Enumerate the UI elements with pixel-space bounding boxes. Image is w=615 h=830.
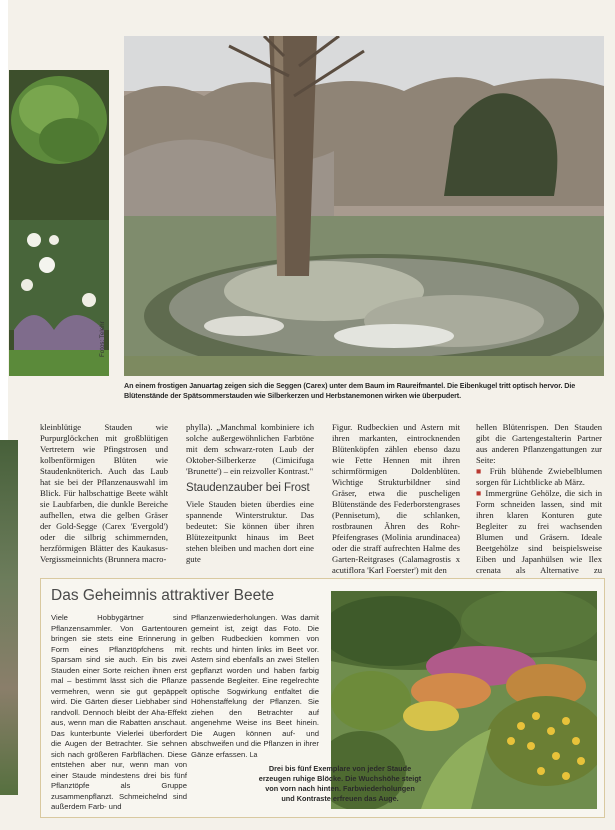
frosty-garden-photo [124,36,604,376]
photo-credit: Fotos: Telehr [99,321,106,357]
info-box-title: Das Geheimnis attraktiver Beete [51,587,275,604]
left-page-edge-top [0,0,8,440]
bullet-square-icon: ■ [476,466,485,476]
bullet-square-icon: ■ [476,488,483,498]
article-column-4-text: hellen Blütenrispen. Den Stauden gibt die Gartengestalterin Partner aus anderen Pflanzengattungen zur Seite: [476,422,602,465]
author-mark: La [249,751,258,759]
info-box-photo-caption: Drei bis fünf Exemplare von jeder Staude erzeugen ruhige Blöcke. Die Wuchshöhe steigt von vorn nach hinten. Farbwiederholungen und Kontraste erfreuen das Auge. [258,764,422,803]
section-heading: Staudenzauber bei Frost [186,482,310,494]
article-column-2 [186,422,314,565]
article-column-2-text: phylla). „Manchmal kombiniere ich solche außergewöhnlichen Farbtöne mit dem schwarz-roten Laub der Oktober-Silberkerze (Cimicifuga 'Brunette') – ein reizvoller Kontrast." [186,422,314,476]
article-column-3 [332,422,460,576]
article-column-4 [476,422,602,588]
bullet-item-2: ■ Immergrüne Gehölze, die sich in Form schneiden lassen, sind mit ihren klaren Konturen gute Begleiter zu frei wachsenden Blumen und Gräsern. Ideale Beetgehölze sind beispielsweise Eiben und Japanhülsen wie Ilex crenata als Alternative zu [476,488,602,588]
article-column-3-text: Figur. Rudbeckien und Astern mit ihren markanten, eintrocknenden Blütenköpfen zählen ebenso dazu wie Fette Hennen mit ihren schirmförmigen Doldenblüten. Wichtige Strukturbildner sind Gräser, etwa die puscheligen Blütenstände des Federborstengrases (Pennisetum), die schlanken, rostbraunen Ähren des Rohr-Pfeifengrases (Molinia arundinacea) oder die straff aufrechten Halme des Garten-Reitgrases (Calamagrostis x acutiflora 'Karl Foerster') mit den [332,422,460,575]
left-page-edge [0,440,18,795]
info-box-column-2-text: Pflanzenwiederholungen. Was damit gemeint ist, zeigt das Foto. Die gelben Rudbeckien kommen von rechts und hinten links im Beet vor. Astern sind ebenfalls an zwei Stellen gepflanzt worden und haben farbig passende Begleiter. Eine regelrechte optische Sogwirkung entfaltet die Höhenstaffelung der Pflanzen. Sie ziehen den Betrachter auf angenehme Weise ins Beet hinein. Die Augen können auf- und abschweifen und die Pflanzen in ihrer Gänze erfassen. [191,613,319,759]
flower-bed-photo [9,70,109,376]
article-column-2-text2: Viele Stauden bieten überdies eine spannende Winterstruktur. Das bedeutet: Sie können über ihren Blütezeitpunkt hinaus im Beet stehen bleiben und machen dort eine gute [186,499,314,564]
top-photo-caption: An einem frostigen Januartag zeigen sich die Seggen (Carex) unter dem Baum im Raureifmantel. Die Eibenkugel tritt optisch hervor. Die Blütenstände der Spätsommerstauden wie Silberkerzen und Herbstanemonen wirken wie überpudert. [124,381,576,400]
article-column-1-text: kleinblütige Stauden wie Purpurglöckchen mit großblütigen Vertretern wie Pfingstrosen und kolbenförmigen Blüten wie Staudenknöterich. Auch das Laub hat sie bei der Pflanzenauswahl im Blick. Für halbschattige Beete wählt sie Laubfarben, die dunkle Bereiche aufhellen, etwa die gelben Gräser der Gold-Segge (Carex 'Evergold') oder die silbrig schimmernden, herzförmigen Blätter des Kaukasus-Vergissmeinnichts (Brunnera macro- [40,422,168,564]
info-box-column-1: Viele Hobbygärtner sind Pflanzensammler. Von Gartentouren bringen sie stets eine Erinnerung in Form eines Pflanztöpfchens mit. Sparsam sind sie auch. Ein bis zwei Stauden einer Sorte reichen ihnen erst mal – bestimmt lässt sich die Pflanze vermehren, wenn sie gut gepäppelt wird. Die Gärten dieser Liebhaber sind randvoll. Dennoch bleibt der Aha-Effekt aus, wenn man die Rabatten anschaut. Das kunterbunte Vielerlei überfordert die Augen der Betrachter. Sie sehnen sich nach größeren Farbflächen. Diese entstehen aber nur, wenn man von einer Staude mindestens drei bis fünf Pflanztöpfe als Gruppe zusammenpflanzt. Schmeichelnd sind außerdem Farb- und [51,613,187,811]
article-column-1 [40,422,168,565]
bullet-item-1: ■ Früh blühende Zwiebelblumen sorgen für Lichtblicke ab März. [476,466,602,487]
info-box-column-2 [191,613,319,761]
